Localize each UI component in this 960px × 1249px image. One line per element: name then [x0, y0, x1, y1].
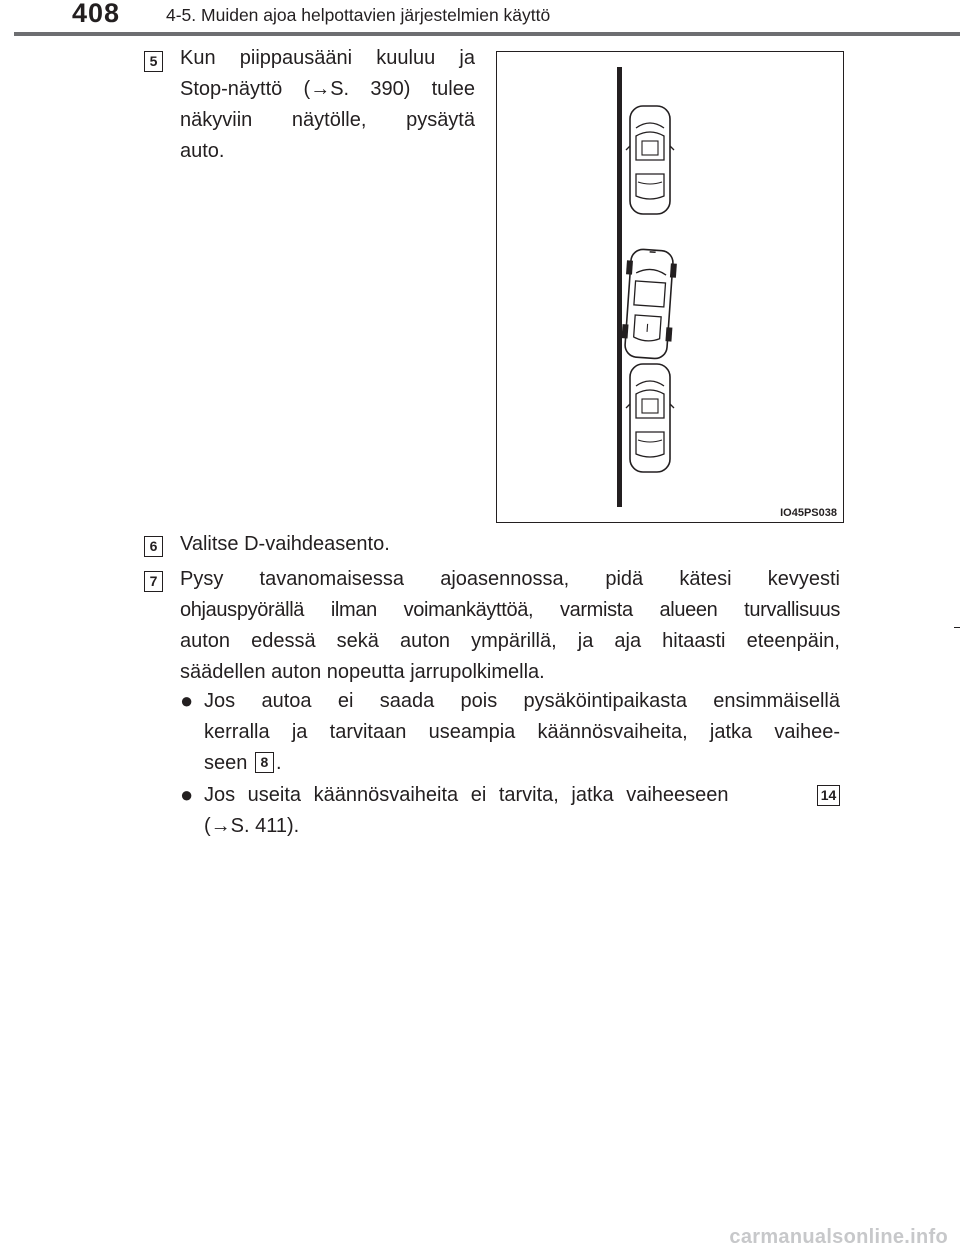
parked-car-front — [626, 106, 674, 214]
margin-tick — [954, 627, 960, 628]
curb-line — [617, 67, 622, 507]
step-7-line-2: ohjauspyörällä ilman voimankäyttöä, varmista alueen turvallisuus — [180, 599, 840, 621]
step-5-line-2: Stop-näyttö (→S. 390) tulee — [180, 78, 475, 100]
bullet-item-1 — [180, 686, 840, 779]
bullet-item-2 — [180, 780, 840, 842]
bullet-1-prefix: seen — [204, 752, 248, 774]
step-ref-8: 8 — [255, 752, 274, 773]
header-divider — [14, 32, 960, 36]
step-7-line-1: Pysy tavanomaisessa ajoasennossa, pidä kätesi kevyesti — [180, 568, 840, 590]
step-7-line-4: säädellen auton nopeutta jarrupolkimella. — [180, 661, 545, 683]
bullet-1-line-3 — [204, 748, 840, 779]
step-ref-14: 14 — [817, 785, 840, 806]
step-6-text: Valitse D-vaihdeasento. — [180, 533, 390, 555]
bullet-2-prefix: Jos useita käännösvaiheita ei tarvita, jatka vaiheeseen — [204, 784, 729, 806]
parking-illustration — [496, 51, 844, 523]
step-5-line-4: auto. — [180, 140, 225, 162]
parking-diagram-svg — [497, 52, 842, 521]
step-7-text — [180, 564, 840, 688]
step-5-text — [180, 43, 475, 167]
step-number-7: 7 — [144, 571, 163, 592]
page-number: 408 — [72, 0, 121, 28]
step-5-line-3: näkyviin näytölle, pysäytä — [180, 109, 475, 131]
bullet-2-line-2: (→S. 411). — [204, 815, 300, 837]
step-7-line-3: auton edessä sekä auton ympärillä, ja aja hitaasti eteenpäin, — [180, 630, 840, 652]
parked-car-rear — [626, 364, 674, 472]
bullet-1-line-1: Jos autoa ei saada pois pysäköintipaikasta ensimmäisellä — [204, 690, 840, 712]
page-header — [0, 0, 960, 40]
bullet-dot-icon: ● — [180, 688, 194, 713]
bullet-dot-icon: ● — [180, 782, 194, 807]
bullet-1-suffix: . — [275, 752, 282, 774]
step-5-line-1: Kun piippausääni kuuluu ja — [180, 47, 475, 69]
bullet-2-line-1 — [204, 780, 840, 811]
figure-code: IO45PS038 — [780, 507, 837, 519]
step-number-5: 5 — [144, 51, 163, 72]
watermark: carmanualsonline.info — [729, 1226, 948, 1248]
section-title: 4-5. Muiden ajoa helpottavien järjestelmien käyttö — [166, 5, 551, 25]
bullet-1-line-2: kerralla ja tarvitaan useampia käännösvaiheita, jatka vaihee- — [204, 721, 840, 743]
own-car-pulling-out — [620, 248, 677, 359]
step-number-6: 6 — [144, 536, 163, 557]
